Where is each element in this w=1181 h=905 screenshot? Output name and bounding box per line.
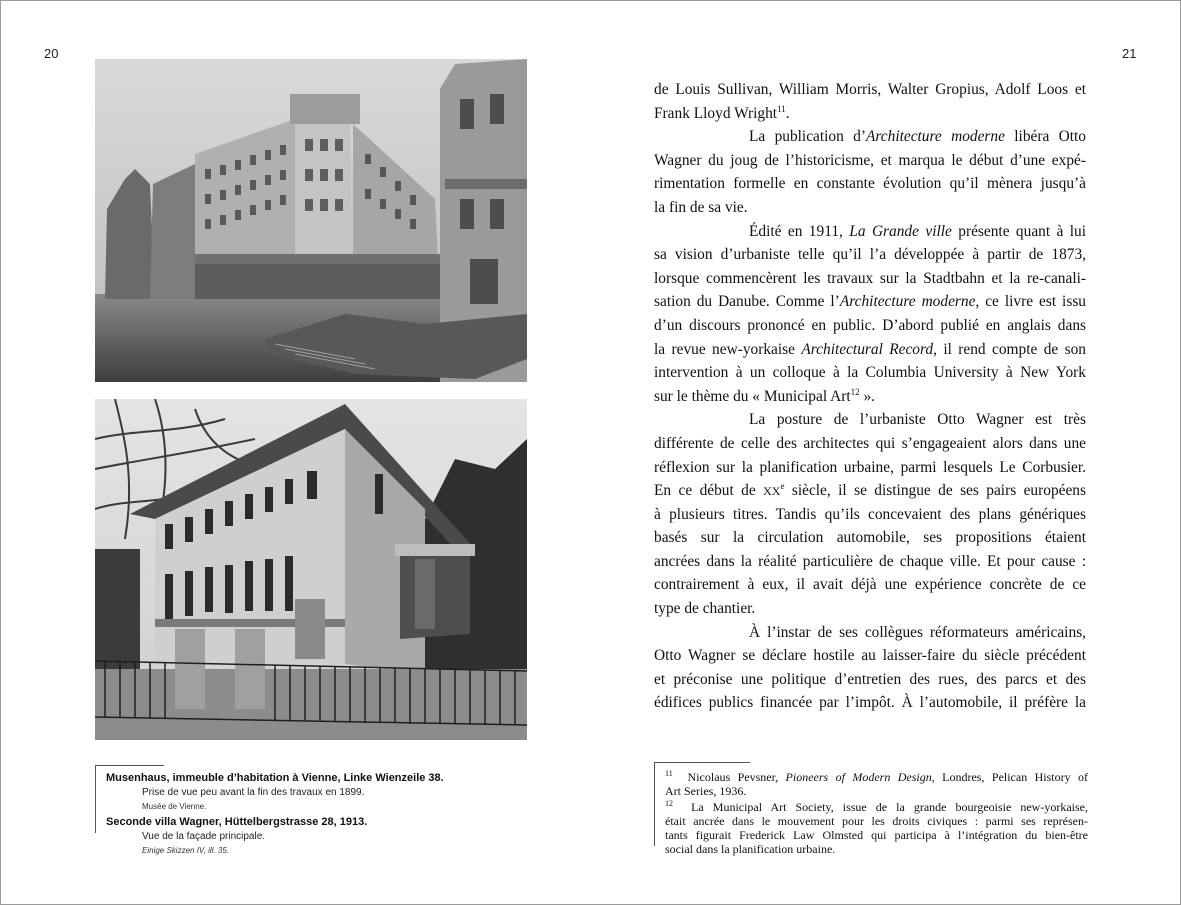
text-line: d’un discours prononcé en public. D’abord publié en anglais dans bbox=[654, 316, 1086, 334]
text-line: réflexion sur la planification urbaine, parmi lesquels Le Corbusier. bbox=[654, 458, 1086, 476]
text-line: sur le thème du « Municipal Art$^{12}$ ». bbox=[654, 386, 876, 405]
text-line: ancrées dans la réalité particulière de chaque ville. Et pour cause : bbox=[654, 552, 1086, 570]
text-line: à plusieurs titres. Tandis qu’ils concevaient des plans génériques bbox=[654, 505, 1086, 523]
text-line: Otto Wagner se déclare hostile au laisser-faire du siècle précédent bbox=[654, 647, 1086, 665]
text-line: différente de celle des architectes qui s’engageaient alors dans une bbox=[654, 434, 1086, 452]
footnote-vertical-rule bbox=[654, 762, 655, 846]
caption-rule bbox=[95, 765, 164, 766]
body-text bbox=[654, 78, 1086, 715]
text-line: rimentation formelle en constante évolution qu’il mènera jusqu’à bbox=[654, 175, 1086, 193]
caption-vertical-rule bbox=[95, 765, 96, 833]
page-number-left: 20 bbox=[44, 46, 59, 61]
text-line: sa vision d’urbaniste telle qu’il l’a développée à partir de 1873, bbox=[654, 246, 1086, 264]
text-line: Frank Lloyd Wright$^{11}$. bbox=[654, 103, 790, 122]
caption-2-description: Vue de la façade principale. bbox=[142, 831, 266, 842]
caption-1-source: Musée de Vienne. bbox=[142, 802, 207, 811]
text-line: La posture de l’urbaniste Otto Wagner est très bbox=[749, 411, 1086, 429]
text-line: lorsque commencèrent les travaux sur la Stadtbahn et la re-canali- bbox=[654, 269, 1086, 287]
caption-1-title: Musenhaus, immeuble d’habitation à Vienne, Linke Wienzeile 38. bbox=[106, 772, 444, 784]
text-line: Wagner du joug de l’historicisme, et marqua le début d’une expé- bbox=[654, 151, 1086, 169]
footnote-11: $^{11}$ Nicolaus Pevsner, Pioneers of Modern Design, Londres, Pelican History of Art Series, 1936. bbox=[665, 769, 1089, 798]
text-line: contrairement à eux, il avait déjà une expérience concrète de ce bbox=[654, 576, 1086, 594]
text-line: La publication d’Architecture moderne libéra Otto bbox=[749, 128, 1086, 146]
text-line: édifices publics financée par l’impôt. À l’automobile, il préfère la bbox=[654, 694, 1086, 712]
text-line: de Louis Sullivan, William Morris, Walter Gropius, Adolf Loos et bbox=[654, 81, 1086, 98]
text-line: la fin de sa vie. bbox=[654, 198, 748, 216]
photo-musenhaus bbox=[95, 59, 527, 382]
caption-2-source: Einige Skizzen IV, ill. 35. bbox=[142, 846, 230, 855]
musenhaus-illustration bbox=[95, 59, 527, 382]
text-line: et préconise une politique d’entretien des rues, des parcs et des bbox=[654, 670, 1086, 688]
text-line: la revue new-yorkaise Architectural Record, il rend compte de son bbox=[654, 340, 1086, 358]
text-line: basés sur la circulation automobile, ses propositions étaient bbox=[654, 529, 1086, 547]
text-line: En ce début de XXe siècle, il se distingue de ses pairs européens bbox=[654, 480, 1086, 500]
caption-2-title: Seconde villa Wagner, Hüttelbergstrasse 28, 1913. bbox=[106, 816, 368, 828]
footnote-rule bbox=[654, 762, 750, 763]
photo-villa-wagner bbox=[95, 399, 527, 740]
page-number-right: 21 bbox=[1122, 46, 1137, 61]
footnote-ref-12[interactable]: 12 bbox=[850, 386, 860, 397]
text-line: intervention à un colloque à la Columbia University à New York bbox=[654, 364, 1086, 382]
text-line: sation du Danube. Comme l’Architecture moderne, ce livre est issu bbox=[654, 293, 1087, 311]
caption-1-description: Prise de vue peu avant la fin des travaux en 1899. bbox=[142, 787, 365, 798]
text-line: Édité en 1911, La Grande ville présente quant à lui bbox=[749, 222, 1087, 240]
text-line: type de chantier. bbox=[654, 600, 756, 618]
text-line: À l’instar de ses collègues réformateurs américains, bbox=[749, 623, 1086, 641]
villa-wagner-illustration bbox=[95, 399, 527, 740]
footnote-ref-11[interactable]: 11 bbox=[777, 103, 786, 114]
footnote-12: $^{12}$ La Municipal Art Society, issue de la grande bourgeoisie new-yorkaise, était ancrée dans le mouvement pour les droits civiques : parmi ses représen- tants figurait Frederick Law Olmsted qui participa à l’intégration du bien-être social dans la planification urbaine. bbox=[665, 799, 1088, 856]
